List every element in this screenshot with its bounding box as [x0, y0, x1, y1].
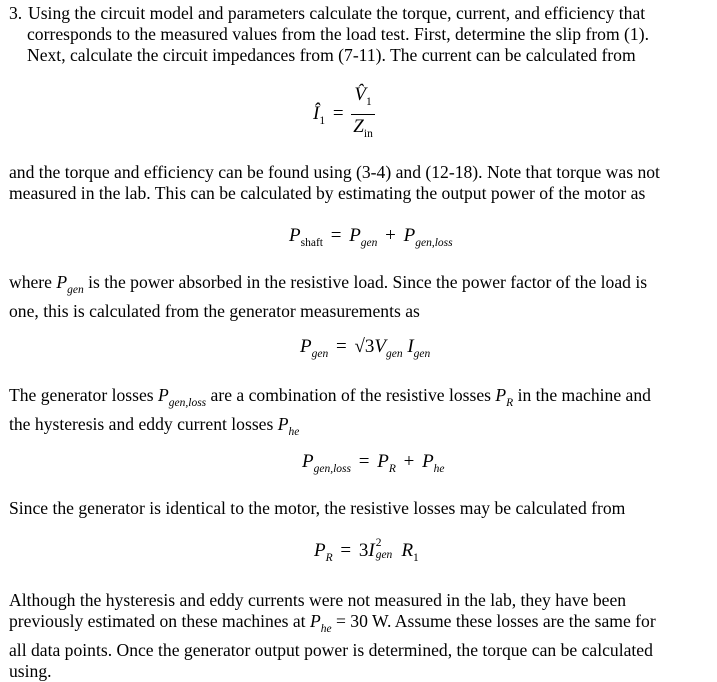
generator-power-equation: $P_{gen} = √3V_{gen}$ $I_{gen}$: [300, 336, 431, 360]
identical-paragraph: Since the generator is identical to the motor, the resistive losses may be calculated from: [9, 498, 626, 518]
current-fraction: $\frac{V̂_1}{Z_{in}}$: [353, 84, 373, 140]
problem-number: 3.: [9, 3, 23, 23]
current-hat-symbol: Î: [313, 102, 320, 124]
torque-paragraph: [9, 162, 709, 204]
generator-loss-equation: $P_{gen,loss} = P_R + P_{he}$: [302, 451, 445, 475]
current-equation: $Î_1$ = $\frac{V̂_1}{Z_{in}}$: [313, 84, 375, 145]
intro-line-1: Using the circuit model and parameters calculate the torque, current, and efficiency that: [28, 3, 646, 23]
shaft-power-equation: $P_{shaft} = P_{gen} + P_{gen,loss}$: [289, 225, 453, 249]
intro-paragraph: [9, 3, 709, 66]
torque-line-2: measured in the lab. This can be calculated by estimating the output power of the motor as: [9, 183, 646, 203]
voltage-hat-symbol: V̂: [354, 84, 366, 105]
intro-line-3: Next, calculate the circuit impedances from (7-11). The current can be calculated from: [27, 45, 636, 65]
resistive-loss-equation: $P_R = 3I$ 2 gen $R_1$: [314, 537, 419, 564]
where-paragraph: where $P_{gen}$ is the power absorbed in the resistive load. Since the power factor of the load is one, this is calculated from the generator measurements as: [9, 272, 648, 321]
final-paragraph: Although the hysteresis and eddy currents were not measured in the lab, they have been previously estimated on these machines at $P_{he} = 30$ W. Assume these losses are the same for all data points. Once the generator output power is determined, the torque can be calculated using.: [9, 590, 656, 681]
torque-line-1: and the torque and efficiency can be found using (3-4) and (12-18). Note that torque was not: [9, 162, 660, 182]
losses-paragraph: The generator losses $P_{gen,loss}$ are a combination of the resistive losses $P_R$ in the machine and the hysteresis and eddy current losses $P_{he}$: [9, 385, 651, 438]
intro-line-2: corresponds to the measured values from the load test. First, determine the slip from (1).: [27, 24, 649, 44]
